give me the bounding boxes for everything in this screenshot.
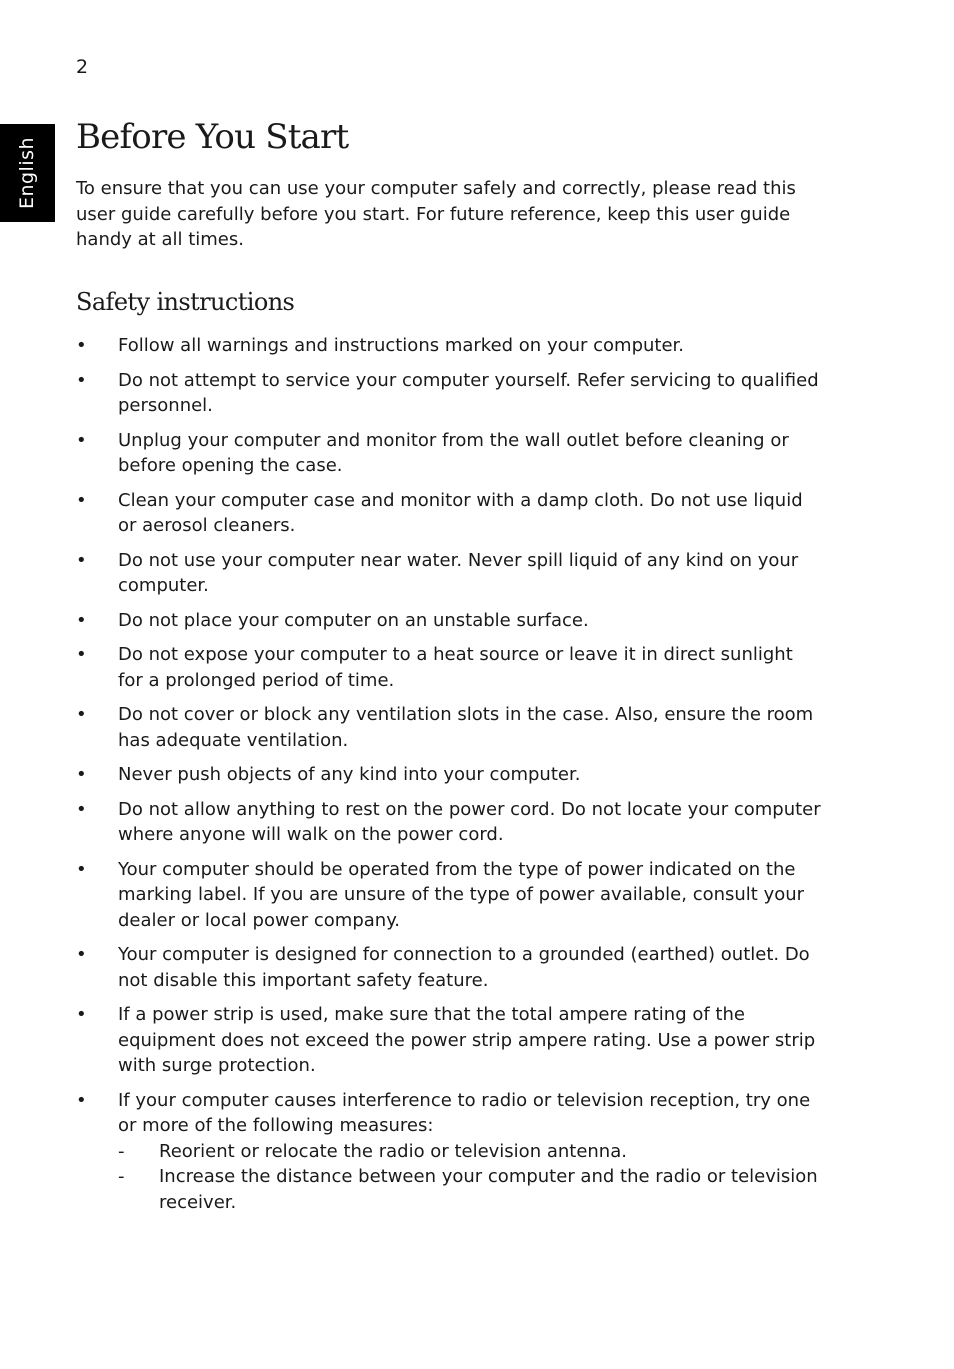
sub-list-item bbox=[118, 1139, 821, 1165]
list-item bbox=[76, 797, 821, 848]
list-item-text: If a power strip is used, make sure that the total ampere rating of the equipment does not exceed the power strip ampere rating. Use a power strip with surge protection. bbox=[118, 1004, 816, 1076]
list-item-text: Do not place your computer on an unstable surface. bbox=[118, 609, 589, 631]
bullet-icon: • bbox=[76, 429, 87, 451]
bullet-icon: • bbox=[76, 549, 87, 571]
list-item bbox=[76, 488, 821, 539]
list-item-text: Do not expose your computer to a heat source or leave it in direct sunlight for a prolonged period of time. bbox=[118, 644, 793, 691]
list-item-text: Do not use your computer near water. Never spill liquid of any kind on your computer. bbox=[118, 549, 799, 596]
list-item bbox=[76, 608, 821, 634]
list-item-text: Do not allow anything to rest on the power cord. Do not locate your computer where anyone will walk on the power cord. bbox=[118, 798, 821, 845]
language-tab bbox=[0, 124, 55, 222]
sub-list-item bbox=[118, 1164, 821, 1215]
language-tab-label: English bbox=[16, 136, 38, 210]
bullet-icon: • bbox=[76, 369, 87, 391]
list-item-text: Do not cover or block any ventilation slots in the case. Also, ensure the room has adequate ventilation. bbox=[118, 704, 814, 751]
sub-list-item-text: Increase the distance between your computer and the radio or television receiver. bbox=[159, 1166, 818, 1213]
list-item bbox=[76, 548, 821, 599]
section-title: Safety instructions bbox=[76, 288, 295, 316]
list-item bbox=[76, 428, 821, 479]
list-item-text: Never push objects of any kind into your computer. bbox=[118, 764, 581, 785]
list-item-text: Unplug your computer and monitor from the wall outlet before cleaning or before opening the case. bbox=[118, 429, 789, 476]
measures-list bbox=[118, 1139, 821, 1216]
bullet-icon: • bbox=[76, 1089, 87, 1111]
list-item-text: Follow all warnings and instructions marked on your computer. bbox=[118, 335, 685, 356]
list-item bbox=[76, 1088, 821, 1216]
intro-paragraph: To ensure that you can use your computer safely and correctly, please read this user guide carefully before you start. For future reference, keep this user guide handy at all times. bbox=[76, 178, 796, 250]
list-item-text: Do not attempt to service your computer yourself. Refer servicing to qualified personnel. bbox=[118, 369, 819, 416]
bullet-icon: • bbox=[76, 609, 87, 631]
bullet-icon: • bbox=[76, 704, 87, 725]
list-item bbox=[76, 1002, 821, 1079]
list-item bbox=[76, 333, 821, 359]
bullet-icon: • bbox=[76, 1004, 87, 1025]
list-item bbox=[76, 702, 821, 753]
bullet-icon: • bbox=[76, 335, 87, 356]
bullet-icon: • bbox=[76, 644, 87, 665]
bullet-icon: • bbox=[76, 489, 87, 511]
list-item bbox=[76, 368, 821, 419]
bullet-icon: • bbox=[76, 858, 87, 880]
sub-list-item-text: Reorient or relocate the radio or television antenna. bbox=[159, 1140, 627, 1162]
list-item bbox=[76, 762, 821, 788]
dash-icon: - bbox=[118, 1166, 125, 1187]
bullet-icon: • bbox=[76, 764, 87, 785]
safety-instructions-list bbox=[76, 333, 821, 1224]
list-item-text: Clean your computer case and monitor with a damp cloth. Do not use liquid or aerosol cleaners. bbox=[118, 489, 803, 536]
list-item bbox=[76, 942, 821, 993]
dash-icon: - bbox=[118, 1140, 125, 1162]
bullet-icon: • bbox=[76, 798, 87, 820]
list-item-text: Your computer should be operated from the type of power indicated on the marking label. If you are unsure of the type of power available, consult your dealer or local power company. bbox=[118, 858, 805, 931]
list-item bbox=[76, 857, 821, 934]
list-item-text: Your computer is designed for connection to a grounded (earthed) outlet. Do not disable this important safety feature. bbox=[118, 944, 810, 991]
list-item-text: If your computer causes interference to radio or television reception, try one or more of the following measures: bbox=[118, 1089, 811, 1136]
list-item bbox=[76, 642, 821, 693]
bullet-icon: • bbox=[76, 944, 87, 965]
page-number: 2 bbox=[76, 56, 89, 78]
page-title: Before You Start bbox=[76, 117, 349, 157]
